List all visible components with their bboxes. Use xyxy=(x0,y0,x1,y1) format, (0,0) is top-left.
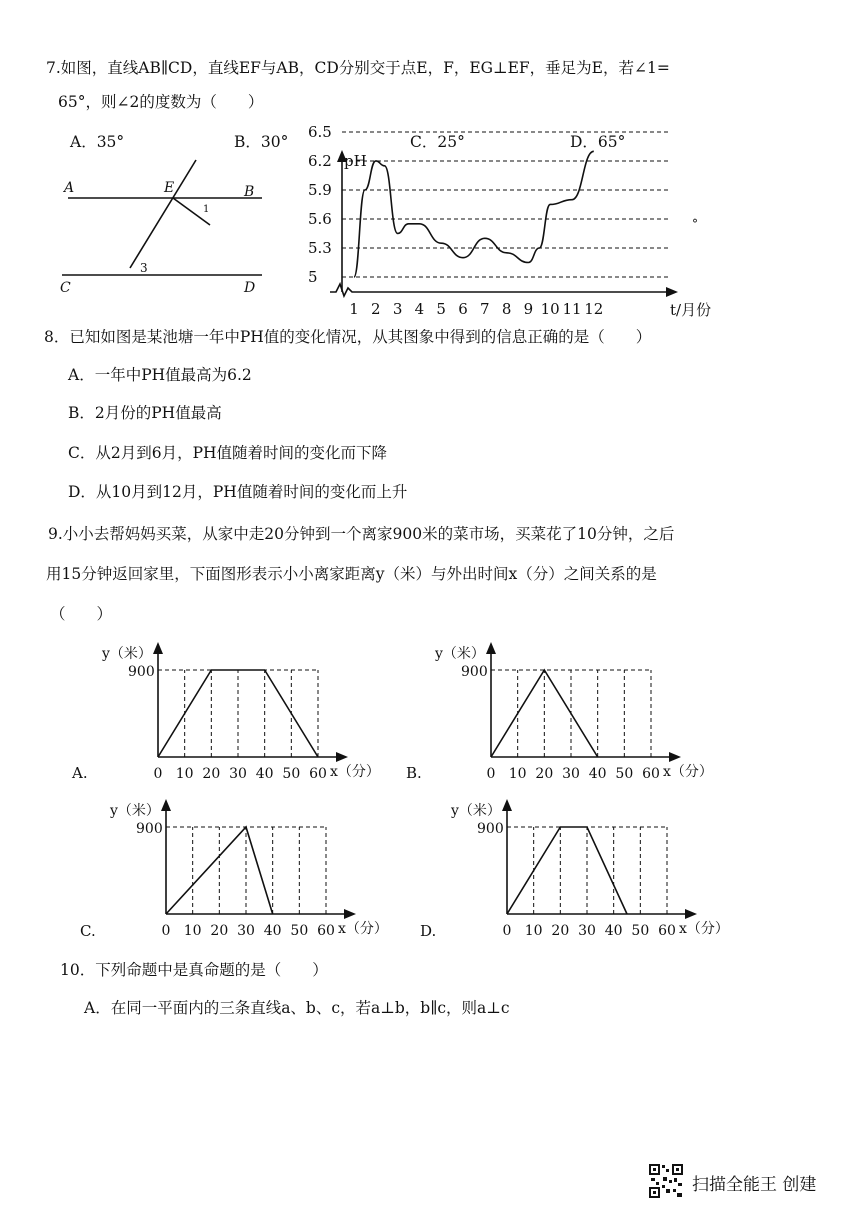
q9-x-tick-label: 20 xyxy=(535,766,554,782)
label-d: D xyxy=(244,280,256,296)
ph-x-tick-label: 10 xyxy=(540,300,560,318)
ph-y-tick-label: 5.3 xyxy=(308,238,332,257)
ph-y-tick-label: 5.9 xyxy=(308,180,332,199)
q9-graph-b xyxy=(406,642,713,782)
q9-x-tick-label: 10 xyxy=(175,766,194,782)
label-angle-1: 1 xyxy=(203,204,210,215)
q8-stem: 8．已知如图是某池塘一年中PH值的变化情况，从其图象中得到的信息正确的是（ ） xyxy=(44,328,652,346)
q9-x-tick-label: 0 xyxy=(486,766,496,782)
qr-code-icon xyxy=(648,1163,684,1199)
q10-stem: 10．下列命题中是真命题的是（ ） xyxy=(60,961,328,979)
q7-option-d: D．65° xyxy=(570,133,626,151)
q7-option-a: A．35° xyxy=(70,133,125,151)
q9-x-tick-label: 60 xyxy=(658,923,676,939)
q9-xlabel: x（分） xyxy=(679,921,729,937)
q9-graph-c xyxy=(80,799,388,940)
q9-option-letter: C. xyxy=(80,922,96,940)
ph-x-tick-label: 11 xyxy=(562,300,582,318)
q7-stem-line2: 65°，则∠2的度数为（ ） xyxy=(58,93,264,111)
q9-xlabel: x（分） xyxy=(663,764,713,780)
q9-y-tick-900: 900 xyxy=(477,821,504,837)
q9-option-letter: A. xyxy=(72,764,88,782)
q9-y-tick-900: 900 xyxy=(136,821,163,837)
q9-y-tick-900: 900 xyxy=(128,664,155,680)
scanner-watermark: 扫描全能王 创建 xyxy=(692,1175,817,1195)
q7-stem-line1: 7.如图，直线AB∥CD，直线EF与AB，CD分别交于点E，F，EG⊥EF，垂足为E，若∠1= xyxy=(46,59,670,77)
q9-x-tick-label: 30 xyxy=(237,923,255,939)
q8-option-d: D．从10月到12月，PH值随着时间的变化而上升 xyxy=(68,483,408,501)
q9-x-tick-label: 10 xyxy=(508,766,527,782)
q9-ylabel: y（米） xyxy=(102,646,152,662)
ph-x-tick-label: 3 xyxy=(392,300,403,318)
q9-stem-line1: 9.小小去帮妈妈买菜，从家中走20分钟到一个离家900米的菜市场，买菜花了10分钟，之后 xyxy=(48,525,675,543)
q9-x-tick-label: 20 xyxy=(551,923,570,939)
ph-ylabel: pH xyxy=(344,152,367,170)
q9-x-tick-label: 40 xyxy=(255,766,274,782)
q9-x-tick-label: 0 xyxy=(153,766,163,782)
q9-option-letter: D. xyxy=(420,922,437,940)
q9-option-letter: B. xyxy=(406,764,422,782)
q8-option-a: A．一年中PH值最高为6.2 xyxy=(68,366,252,384)
q9-x-tick-label: 60 xyxy=(309,766,327,782)
q9-stem-line3: （ ） xyxy=(50,605,113,623)
q8-option-b: B．2月份的PH值最高 xyxy=(68,404,222,422)
label-b: B xyxy=(244,184,255,200)
q9-x-tick-label: 40 xyxy=(604,923,623,939)
q9-x-tick-label: 10 xyxy=(524,923,543,939)
ph-y-tick-label: 6.2 xyxy=(308,151,332,170)
q7-option-b: B．30° xyxy=(234,133,289,151)
q9-x-arrow xyxy=(685,909,697,919)
q9-graph-a xyxy=(71,642,380,782)
q9-y-arrow xyxy=(153,642,163,654)
q9-x-tick-label: 60 xyxy=(642,766,660,782)
q9-x-tick-label: 0 xyxy=(161,923,171,939)
q9-y-tick-900: 900 xyxy=(461,664,488,680)
ph-y-tick-label: 5 xyxy=(308,268,318,286)
q9-x-arrow xyxy=(344,909,356,919)
ph-x-tick-label: 7 xyxy=(480,300,490,318)
q9-x-tick-label: 10 xyxy=(183,923,202,939)
q9-x-tick-label: 30 xyxy=(562,766,580,782)
ph-x-tick-label: 2 xyxy=(371,300,381,318)
q9-x-tick-label: 30 xyxy=(229,766,247,782)
ph-x-tick-label: 5 xyxy=(436,300,446,318)
ph-y-tick-label: 6.5 xyxy=(308,122,332,141)
q9-xlabel: x（分） xyxy=(338,921,388,937)
q9-x-tick-label: 40 xyxy=(263,923,282,939)
q9-x-tick-label: 40 xyxy=(588,766,607,782)
q9-stem-line2: 用15分钟返回家里，下面图形表示小小离家距离y（米）与外出时间x（分）之间关系的是 xyxy=(46,565,657,583)
label-e: E xyxy=(164,180,175,196)
q9-y-arrow xyxy=(486,642,496,654)
q9-x-arrow xyxy=(336,752,348,762)
q8-option-c: C．从2月到6月，PH值随着时间的变化而下降 xyxy=(68,444,388,462)
ph-y-tick-label: 5.6 xyxy=(308,209,332,228)
ph-x-tick-label: 9 xyxy=(523,300,534,318)
q9-x-tick-label: 50 xyxy=(290,923,309,939)
q9-x-tick-label: 50 xyxy=(615,766,634,782)
ph-x-tick-label: 8 xyxy=(501,300,512,318)
q9-xlabel: x（分） xyxy=(330,764,380,780)
q9-graph-d xyxy=(420,799,729,940)
ph-x-tick-label: 1 xyxy=(349,300,359,318)
q9-x-tick-label: 20 xyxy=(202,766,221,782)
q9-ylabel: y（米） xyxy=(451,803,501,819)
label-angle-3: 3 xyxy=(140,261,148,275)
q9-x-tick-label: 50 xyxy=(631,923,650,939)
q9-x-tick-label: 50 xyxy=(282,766,301,782)
label-a: A xyxy=(64,180,75,196)
q7-option-c: C．25° xyxy=(410,133,465,151)
stray-mark: ° xyxy=(692,217,698,231)
q9-y-arrow xyxy=(161,799,171,811)
q9-x-tick-label: 60 xyxy=(317,923,335,939)
q9-series-line xyxy=(507,827,627,914)
q9-x-tick-label: 30 xyxy=(578,923,596,939)
q9-ylabel: y（米） xyxy=(435,646,485,662)
q9-x-tick-label: 20 xyxy=(210,923,229,939)
ph-x-tick-label: 6 xyxy=(458,300,468,318)
label-c: C xyxy=(60,280,71,296)
q9-y-arrow xyxy=(502,799,512,811)
ph-x-tick-label: 12 xyxy=(584,300,604,318)
q9-x-tick-label: 0 xyxy=(502,923,512,939)
ph-x-tick-label: 4 xyxy=(414,300,425,318)
ph-xlabel: t/月份 xyxy=(670,301,712,319)
q10-option-a: A．在同一平面内的三条直线a、b、c，若a⊥b，b∥c，则a⊥c xyxy=(84,999,510,1017)
q9-x-arrow xyxy=(669,752,681,762)
q9-ylabel: y（米） xyxy=(110,803,160,819)
